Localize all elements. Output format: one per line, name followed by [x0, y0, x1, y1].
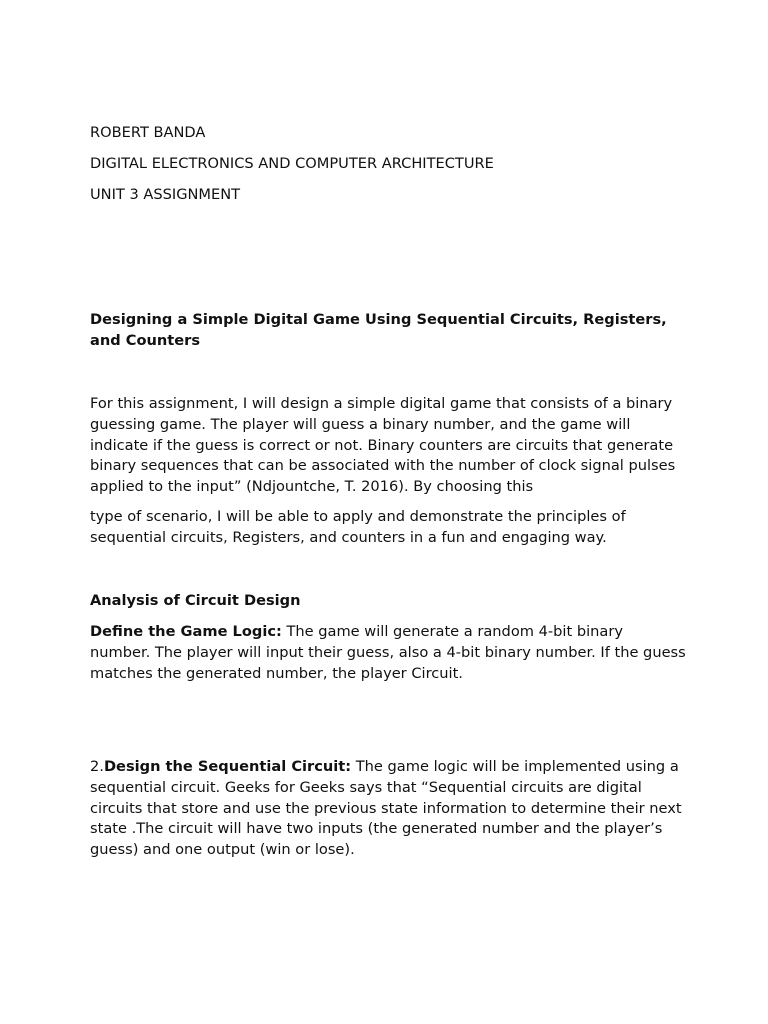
document-title: Designing a Simple Digital Game Using Sequential Circuits, Registers, and Counters [90, 311, 667, 349]
analysis-item-2 [90, 757, 686, 861]
analysis-item-2-number: 2. [90, 758, 104, 775]
intro-paragraph-2: type of scenario, I will be able to apply and demonstrate the principles of sequential circuits, Registers, and counters in a fun and engaging way. [90, 508, 626, 546]
analysis-item-2-text: The game logic will be implemented using a sequential circuit. Geeks for Geeks says that “Sequential circuits are digital circuits that store and use the previous state information to determine their next state .The circuit will have two inputs (the generated number and the player’s guess) and one output (win or lose). [90, 758, 682, 859]
assignment-label: UNIT 3 ASSIGNMENT [90, 186, 241, 203]
analysis-item-2-term: Design the Sequential Circuit: [103, 758, 352, 775]
section-heading-analysis: Analysis of Circuit Design [90, 592, 301, 609]
analysis-item-1 [90, 622, 686, 684]
course-name: DIGITAL ELECTRONICS AND COMPUTER ARCHITECTURE [90, 155, 494, 172]
intro-paragraph-1: For this assignment, I will design a simple digital game that consists of a binary guessing game. The player will guess a binary number, and the game will indicate if the guess is correct or not. Binary counters are circuits that generate binary sequences that can be associated with the number of clock signal pulses applied to the input” (Ndjountche, T. 2016). By choosing this [90, 395, 676, 496]
analysis-item-1-text: The game will generate a random 4-bit binary number. The player will input their guess, also a 4-bit binary number. If the guess matches the generated number, the player Circuit. [90, 623, 686, 682]
analysis-item-1-term: Define the Game Logic: [90, 623, 282, 640]
author-name: ROBERT BANDA [90, 124, 206, 141]
